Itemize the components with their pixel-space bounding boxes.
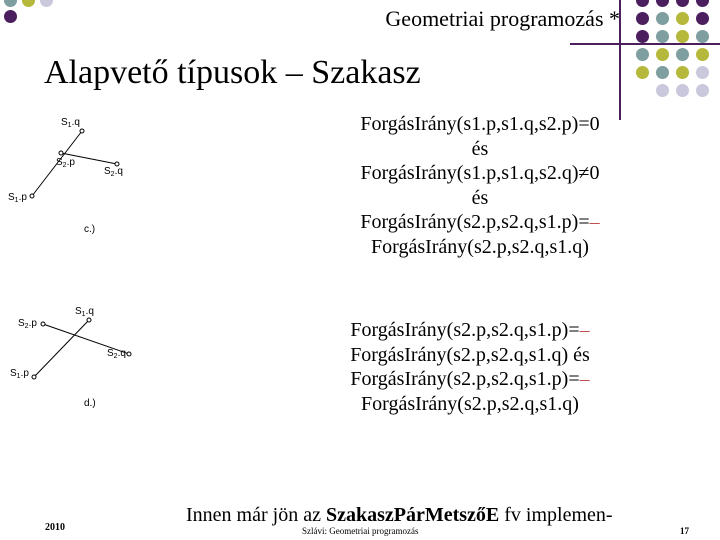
decor-dot: [696, 84, 709, 97]
decor-dot: [676, 84, 689, 97]
label-s1q: $S_1.q$: [75, 306, 94, 318]
footer-center: Szlávi: Geometriai programozás: [302, 526, 419, 536]
decor-dot: [656, 84, 669, 97]
decor-dot: [676, 12, 689, 25]
decor-dot: [696, 0, 709, 7]
label-s1q: $S_1.q$: [61, 117, 80, 129]
decor-dot: [636, 0, 649, 7]
diagram-c-lines: [0, 110, 180, 240]
decor-dot: [696, 48, 709, 61]
decor-dot: [636, 66, 649, 79]
bottom-note: Innen már jön az SzakaszPárMetszőE fv implemen-: [186, 504, 613, 526]
header-title: Geometriai programozás *: [385, 6, 620, 31]
conditions-d: [290, 318, 650, 416]
point-s2q: [127, 352, 131, 356]
decor-dot: [676, 66, 689, 79]
condition-line: ForgásIrány(s2.p,s2.q,s1.q): [361, 392, 579, 415]
decor-dot: [636, 30, 649, 43]
point-s1q: [87, 318, 91, 322]
condition-line: ForgásIrány(s2.p,s2.q,s1.q): [371, 235, 589, 258]
label-s1p: $S_1.p$: [10, 368, 29, 380]
condition-line: ForgásIrány(s2.p,s2.q,s1.p)=–: [350, 319, 590, 341]
point-s2p: [59, 151, 63, 155]
decor-dot: [676, 0, 689, 7]
label-s2p: $S_2.p$: [56, 157, 75, 169]
decor-dot: [636, 48, 649, 61]
label-s2p: $S_2.p$: [18, 318, 37, 330]
label-s2q: $S_2.q$: [107, 348, 126, 360]
decor-dot: [656, 12, 669, 25]
decor-dot: [696, 12, 709, 25]
page-number: 17: [680, 526, 689, 536]
condition-line: ForgásIrány(s2.p,s2.q,s1.q) és: [350, 343, 590, 366]
condition-line: és: [471, 186, 489, 209]
condition-line: ForgásIrány(s2.p,s2.q,s1.p)=–: [360, 211, 600, 233]
condition-line: ForgásIrány(s1.p,s1.q,s2.p)=0: [360, 113, 600, 135]
condition-line: és: [471, 137, 489, 160]
decor-horizontal-line: [570, 43, 720, 45]
decor-dot: [656, 48, 669, 61]
footer-year: 2010: [45, 522, 65, 533]
decor-dot: [656, 0, 669, 7]
decor-dot: [676, 30, 689, 43]
caption-d: d.): [84, 398, 96, 409]
decor-dot: [656, 30, 669, 43]
point-s1p: [30, 194, 34, 198]
label-s1p: $S_1.p$: [8, 192, 27, 204]
caption-c: c.): [84, 224, 96, 235]
label-s2q: $S_2.q$: [104, 166, 123, 178]
point-s1q: [80, 129, 84, 133]
decor-dot: [636, 12, 649, 25]
decor-dot: [696, 30, 709, 43]
slide-title: Alapvető típusok – Szakasz: [44, 54, 421, 91]
point-s2p: [41, 322, 45, 326]
condition-line: ForgásIrány(s2.p,s2.q,s1.p)=–: [350, 368, 590, 390]
function-name: SzakaszPárMetszőE: [325, 504, 500, 526]
point-s1p: [32, 375, 36, 379]
decor-dot: [676, 48, 689, 61]
segment-s1: [34, 320, 89, 377]
decor-dot: [656, 66, 669, 79]
decor-dot: [696, 66, 709, 79]
conditions-c: [300, 112, 660, 259]
condition-line: ForgásIrány(s1.p,s1.q,s2.q)≠0: [360, 162, 600, 184]
